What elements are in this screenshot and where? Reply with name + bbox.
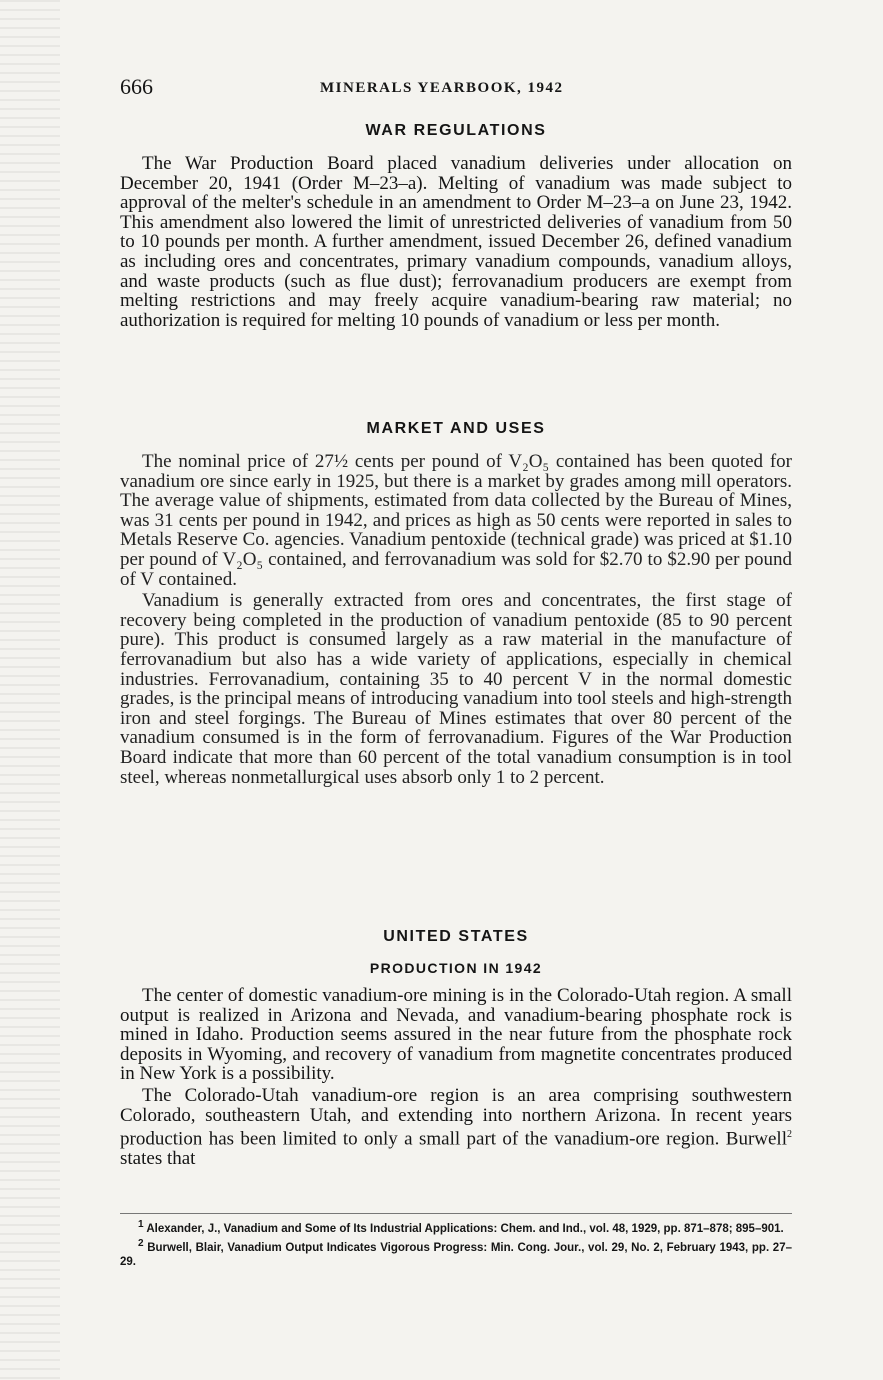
- section-heading: WAR REGULATIONS: [365, 122, 547, 139]
- footnote-ref: 2: [787, 1129, 792, 1141]
- paragraph: [120, 1086, 792, 1169]
- running-title: MINERALS YEARBOOK, 1942: [320, 80, 564, 96]
- section-subheading: PRODUCTION IN 1942: [369, 960, 543, 976]
- page-header: [120, 74, 792, 104]
- paragraph: The War Production Board placed vanadium deliveries under allocation on December 20, 1941 (Order M–23–a). Melting of vanadium was made subject to approval of the melter's schedule in an amendment to Order M–23–a on June 23, 1942. This amendment also lowered the limit of unrestricted deliveries of vanadium from 50 to 10 pounds per month. A further amendment, issued December 26, defined vanadium as including ores and concentrates, primary vanadium compounds, vanadium alloys, and waste products (such as flue dust); ferrovanadium producers are exempt from melting restrictions and may freely acquire vanadium-bearing raw material; no authorization is required for melting 10 pounds of vanadium or less per month.: [120, 153, 792, 331]
- paragraph-text: states that: [120, 1148, 196, 1170]
- paragraph: Vanadium is generally extracted from ores and concentrates, the first stage of recovery being completed in the production of vanadium pentoxide (85 to 90 percent pure). This product is consumed largely as a raw material in the manufacture of ferrovanadium but also has a wide variety of applications, especially in chemical industries. Ferrovanadium, containing 35 to 40 percent V in the normal domestic grades, is the principal means of introducing vanadium into tool steels and high-strength iron and steel forgings. The Bureau of Mines estimates that over 80 percent of the vanadium consumed is in the form of ferrovanadium. Figures of the War Production Board indicate that more than 60 percent of the total vanadium consumption is in tool steel, whereas nonmetallurgical uses absorb only 1 to 2 percent.: [120, 590, 792, 788]
- scan-noise: [0, 0, 60, 1380]
- footnote-text: Burwell, Blair, Vanadium Output Indicates Vigorous Progress: Min. Cong. Jour., vol. 29, No. 2, February 1943, pp. 27–29.: [120, 1241, 792, 1268]
- section-heading: UNITED STATES: [383, 928, 529, 945]
- page-number: 666: [120, 74, 153, 99]
- paragraph: The center of domestic vanadium-ore mining is in the Colorado-Utah region. A small output is realized in Arizona and Nevada, and vanadium-bearing phosphate rock is mined in Idaho. Production seems assured in the near future from the phosphate rock deposits in Wyoming, and recovery of vanadium from magnetite concentrates produced in New York is a possibility.: [120, 985, 792, 1085]
- paragraph: The nominal price of 27½ cents per pound of V₂O₅ contained has been quoted for vanadium ore since early in 1925, but there is a market by grades among mill operators. The average value of shipments, estimated from data collected by the Bureau of Mines, was 31 cents per pound in 1942, and prices as high as 50 cents were reported in sales to Metals Reserve Co. agencies. Vanadium pentoxide (technical grade) was priced at $1.10 per pound of V₂O₅ contained, and ferrovanadium was sold for $2.70 to $2.90 per pound of V contained.: [120, 451, 792, 590]
- footnote-2: [120, 1237, 792, 1269]
- footnote-mark: 2: [138, 1237, 144, 1249]
- section-war-regulations: [120, 122, 792, 330]
- section-heading: MARKET AND USES: [366, 420, 546, 437]
- footnote-1: [120, 1218, 792, 1236]
- section-united-states: [120, 928, 792, 1169]
- paragraph-text: The Colorado-Utah vanadium-ore region is an area comprising southwestern Colorado, southeastern Utah, and extending into northern Arizona. In recent years production has been limited to only a small part of the vanadium-ore region. Burwell: [120, 1084, 792, 1150]
- footnotes: [120, 1213, 792, 1270]
- section-market-and-uses: [120, 420, 792, 787]
- footnote-mark: 1: [138, 1219, 144, 1230]
- footnote-text: Alexander, J., Vanadium and Some of Its Industrial Applications: Chem. and Ind., vol. 48, 1929, pp. 871–878; 895–901.: [143, 1222, 784, 1235]
